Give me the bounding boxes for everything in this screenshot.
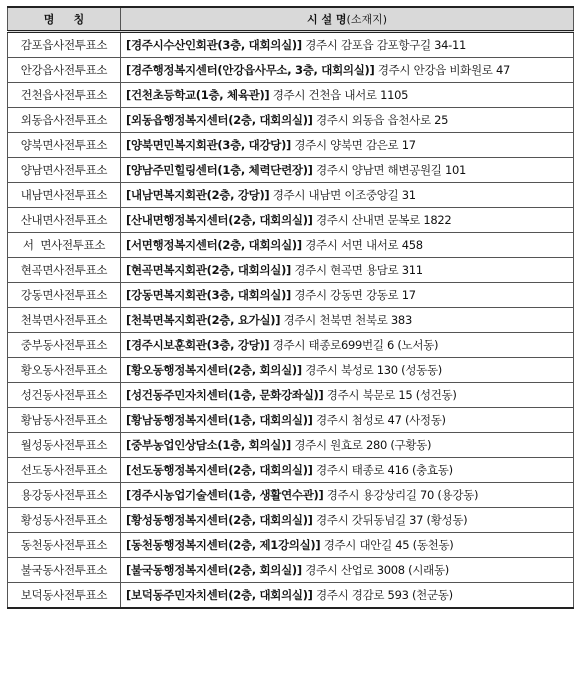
station-name: 선도동사전투표소 [8,458,121,483]
header-venue-sub-label: (소재지) [346,13,387,26]
station-address: 경주시 산업로 3008 (시래동) [305,563,449,577]
station-address: 경주시 갓뒤동넘길 37 (황성동) [315,513,468,527]
table-row [8,533,574,558]
station-name: 현곡면사전투표소 [8,258,121,283]
station-venue: [동천동행정복지센터(2층, 제1강의실)] [126,538,321,552]
station-venue-cell [121,258,574,283]
station-name: 불국동사전투표소 [8,558,121,583]
station-venue-cell [121,508,574,533]
station-address: 경주시 감포읍 감포항구길 34-11 [305,38,467,52]
station-address: 경주시 첨성로 47 (사정동) [315,413,446,427]
station-venue-cell [121,108,574,133]
station-venue: [경주시보훈회관(3층, 강당)] [126,338,270,352]
header-name [8,7,121,32]
station-address: 경주시 양북면 감은로 17 [294,138,416,152]
station-address: 경주시 강동면 강동로 17 [294,288,416,302]
station-venue: [양남주민힐링센터(1층, 체력단련장)] [126,163,313,177]
station-venue: [외동읍행정복지센터(2층, 대회의실)] [126,113,313,127]
station-venue: [보덕동주민자치센터(2층, 대회의실)] [126,588,313,602]
station-name: 황남동사전투표소 [8,408,121,433]
table-row [8,358,574,383]
station-venue-cell [121,208,574,233]
station-venue-cell [121,158,574,183]
station-venue-cell [121,558,574,583]
station-venue-cell [121,283,574,308]
station-name: 용강동사전투표소 [8,483,121,508]
station-venue-cell [121,583,574,609]
table-row [8,383,574,408]
station-address: 경주시 용강상리길 70 (용강동) [326,488,479,502]
table-row [8,483,574,508]
station-address: 경주시 천북면 천북로 383 [283,313,412,327]
station-venue-cell [121,333,574,358]
station-name: 안강읍사전투표소 [8,58,121,83]
station-venue: [현곡면복지회관(2층, 대회의실)] [126,263,292,277]
station-name: 외동읍사전투표소 [8,108,121,133]
station-venue: [중부농업인상담소(1층, 회의실)] [126,438,292,452]
table-row [8,583,574,609]
station-name: 천북면사전투표소 [8,308,121,333]
station-address: 경주시 현곡면 용담로 311 [294,263,423,277]
station-address: 경주시 북성로 130 (성동동) [305,363,442,377]
table-row [8,233,574,258]
station-venue: [양북면민복지회관(3층, 대강당)] [126,138,292,152]
station-venue: [강동면복지회관(3층, 대회의실)] [126,288,292,302]
table-row [8,83,574,108]
table-row [8,183,574,208]
station-name: 월성동사전투표소 [8,433,121,458]
station-address: 경주시 안강읍 비화원로 47 [377,63,511,77]
station-address: 경주시 양남면 해변공원길 101 [315,163,466,177]
station-venue: [선도동행정복지센터(2층, 대회의실)] [126,463,313,477]
station-address: 경주시 경감로 593 (천군동) [315,588,453,602]
station-venue-cell [121,183,574,208]
table-row [8,458,574,483]
station-venue: [경주행정복지센터(안강읍사무소, 3층, 대회의실)] [126,63,375,77]
station-name: 중부동사전투표소 [8,333,121,358]
table-row [8,333,574,358]
table-row [8,133,574,158]
header-venue [121,7,574,32]
station-name: 내남면사전투표소 [8,183,121,208]
station-venue-cell [121,133,574,158]
station-name: 서 면사전투표소 [8,233,121,258]
table-row [8,108,574,133]
station-name: 양북면사전투표소 [8,133,121,158]
station-address: 경주시 건천읍 내서로 1105 [272,88,409,102]
station-venue-cell [121,383,574,408]
station-venue: [건천초등학교(1층, 체육관)] [126,88,270,102]
table-header-row [8,7,574,32]
station-address: 경주시 대안길 45 (동천동) [323,538,454,552]
station-venue: [천북면복지회관(2층, 요가실)] [126,313,281,327]
station-venue: [불국동행정복지센터(2층, 회의실)] [126,563,302,577]
station-address: 경주시 북문로 15 (성건동) [326,388,457,402]
station-address: 경주시 외동읍 읍천사로 25 [315,113,449,127]
table-row [8,58,574,83]
station-name: 동천동사전투표소 [8,533,121,558]
station-venue-cell [121,458,574,483]
station-name: 산내면사전투표소 [8,208,121,233]
station-venue-cell [121,83,574,108]
table-row [8,32,574,58]
table-row [8,158,574,183]
table-row [8,283,574,308]
table-row [8,258,574,283]
table-row [8,433,574,458]
station-name: 보덕동사전투표소 [8,583,121,609]
station-venue-cell [121,533,574,558]
table-row [8,308,574,333]
station-venue-cell [121,32,574,58]
station-name: 황오동사전투표소 [8,358,121,383]
station-venue-cell [121,433,574,458]
station-venue: [황오동행정복지센터(2층, 회의실)] [126,363,302,377]
station-venue: [경주시수산인회관(3층, 대회의실)] [126,38,302,52]
polling-station-table [7,6,574,609]
header-name-label: 명 칭 [43,13,85,26]
polling-station-table-container [7,6,573,609]
station-address: 경주시 태종로699번길 6 (노서동) [272,338,439,352]
station-address: 경주시 태종로 416 (충효동) [315,463,453,477]
station-name: 감포읍사전투표소 [8,32,121,58]
station-name: 양남면사전투표소 [8,158,121,183]
station-venue-cell [121,233,574,258]
station-venue-cell [121,408,574,433]
table-row [8,408,574,433]
station-venue: [산내면행정복지센터(2층, 대회의실)] [126,213,313,227]
station-venue: [성건동주민자치센터(1층, 문화강좌실)] [126,388,324,402]
station-venue: [경주시농업기술센터(1층, 생활연수관)] [126,488,324,502]
station-venue: [서면행정복지센터(2층, 대회의실)] [126,238,302,252]
station-venue-cell [121,58,574,83]
table-row [8,208,574,233]
station-name: 성건동사전투표소 [8,383,121,408]
station-address: 경주시 서면 내서로 458 [305,238,423,252]
table-row [8,558,574,583]
station-venue-cell [121,308,574,333]
station-venue-cell [121,358,574,383]
station-address: 경주시 내남면 이조중앙길 31 [272,188,416,202]
station-venue-cell [121,483,574,508]
station-venue: [황남동행정복지센터(1층, 대회의실)] [126,413,313,427]
station-venue: [황성동행정복지센터(2층, 대회의실)] [126,513,313,527]
station-address: 경주시 원효로 280 (구황동) [294,438,432,452]
station-name: 건천읍사전투표소 [8,83,121,108]
station-venue: [내남면복지회관(2층, 강당)] [126,188,270,202]
header-venue-label: 시 설 명 [306,13,347,26]
station-address: 경주시 산내면 문복로 1822 [315,213,452,227]
station-name: 황성동사전투표소 [8,508,121,533]
station-name: 강동면사전투표소 [8,283,121,308]
table-row [8,508,574,533]
table-body [8,32,574,609]
